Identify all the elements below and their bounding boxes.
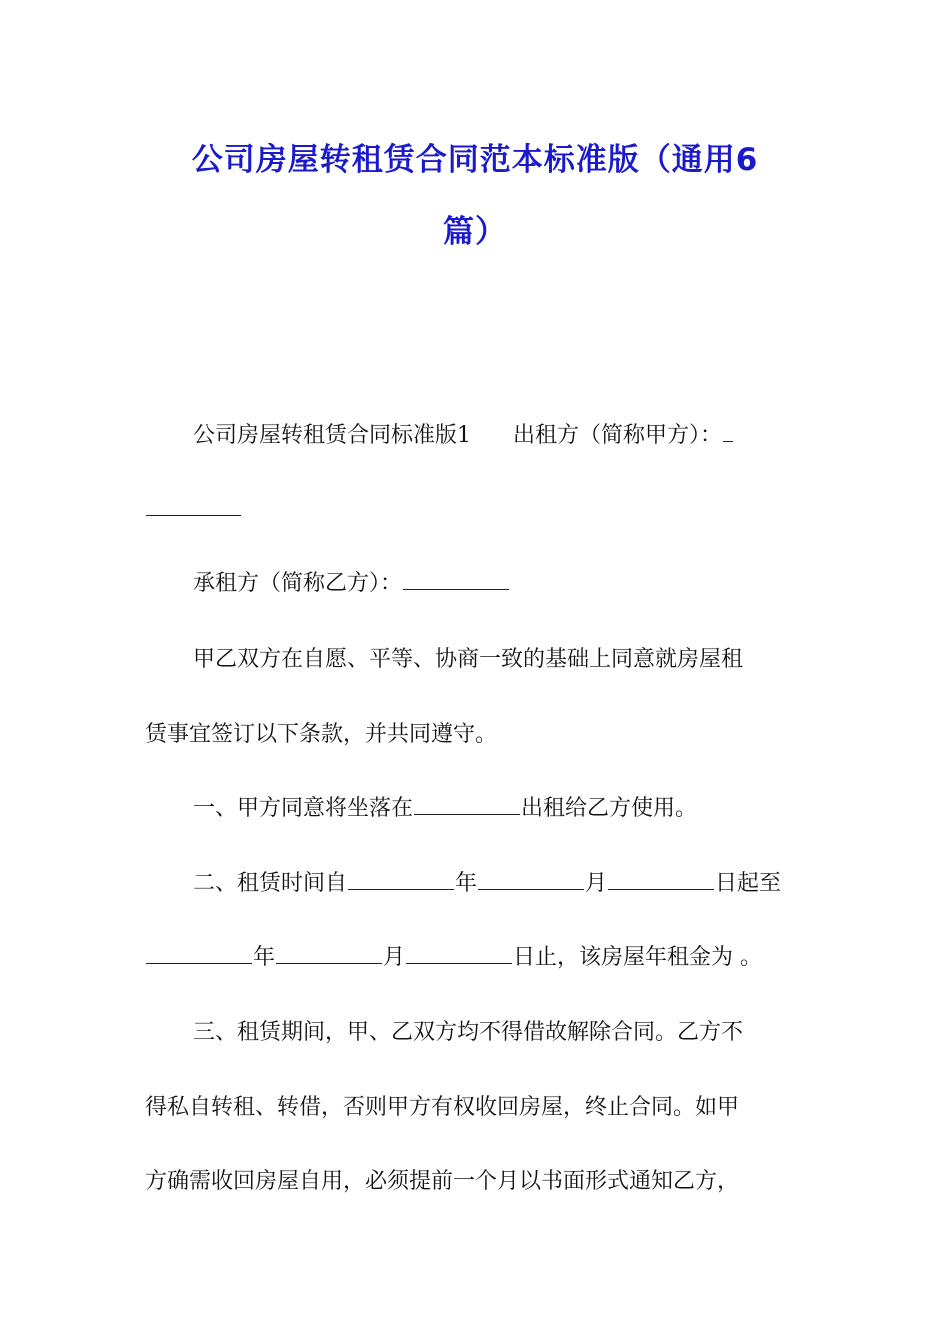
lessor-blank-continued	[145, 496, 810, 524]
lessee-label: 承租方（简称乙方）：	[193, 571, 403, 596]
end-year-blank	[146, 962, 252, 964]
month-label: 月	[585, 871, 608, 896]
clause-2-end-text: 日止，该房屋年租金为 。	[513, 945, 763, 970]
year-label: 年	[455, 871, 478, 896]
paragraph-agreement-line-1: 甲乙双方在自愿、平等、协商一致的基础上同意就房屋租	[193, 647, 744, 672]
lessee-line	[193, 570, 810, 598]
clause-1-text-a: 一、甲方同意将坐落在	[193, 796, 414, 821]
document-title-line-1: 公司房屋转租赁合同范本标准版（通用6	[191, 142, 759, 178]
lessee-blank	[403, 588, 509, 590]
end-month-blank	[276, 962, 382, 964]
location-blank	[414, 813, 520, 815]
day-from-label: 日起至	[715, 871, 782, 896]
clause-1	[193, 795, 810, 823]
paragraph-agreement-line-2: 赁事宜签订以下条款，并共同遵守。	[145, 722, 498, 747]
clause-3-line-2: 得私自转租、转借，否则甲方有权收回房屋，终止合同。如甲	[145, 1095, 740, 1120]
year-label-2: 年	[253, 945, 276, 970]
lessor-line	[193, 422, 810, 450]
clause-2-line-2	[145, 944, 810, 972]
document-title-line-2: 篇）	[443, 214, 507, 250]
start-year-blank	[348, 888, 454, 890]
clause-2-text: 二、租赁时间自	[193, 871, 348, 896]
lessor-blank-2	[146, 514, 241, 516]
clause-2-line-1	[193, 870, 810, 898]
end-day-blank	[406, 962, 512, 964]
start-month-blank	[478, 888, 584, 890]
month-label-2: 月	[383, 945, 406, 970]
clause-1-text-b: 出租给乙方使用。	[521, 796, 698, 821]
start-day-blank	[608, 888, 714, 890]
clause-3-line-3: 方确需收回房屋自用，必须提前一个月以书面形式通知乙方，	[145, 1169, 740, 1194]
lessor-blank	[723, 440, 733, 442]
lessor-label: 出租方（简称甲方）：	[513, 423, 723, 448]
clause-3-line-1: 三、租赁期间，甲、乙双方均不得借故解除合同。乙方不	[193, 1020, 744, 1045]
contract-heading: 公司房屋转租赁合同标准版1	[193, 423, 471, 448]
